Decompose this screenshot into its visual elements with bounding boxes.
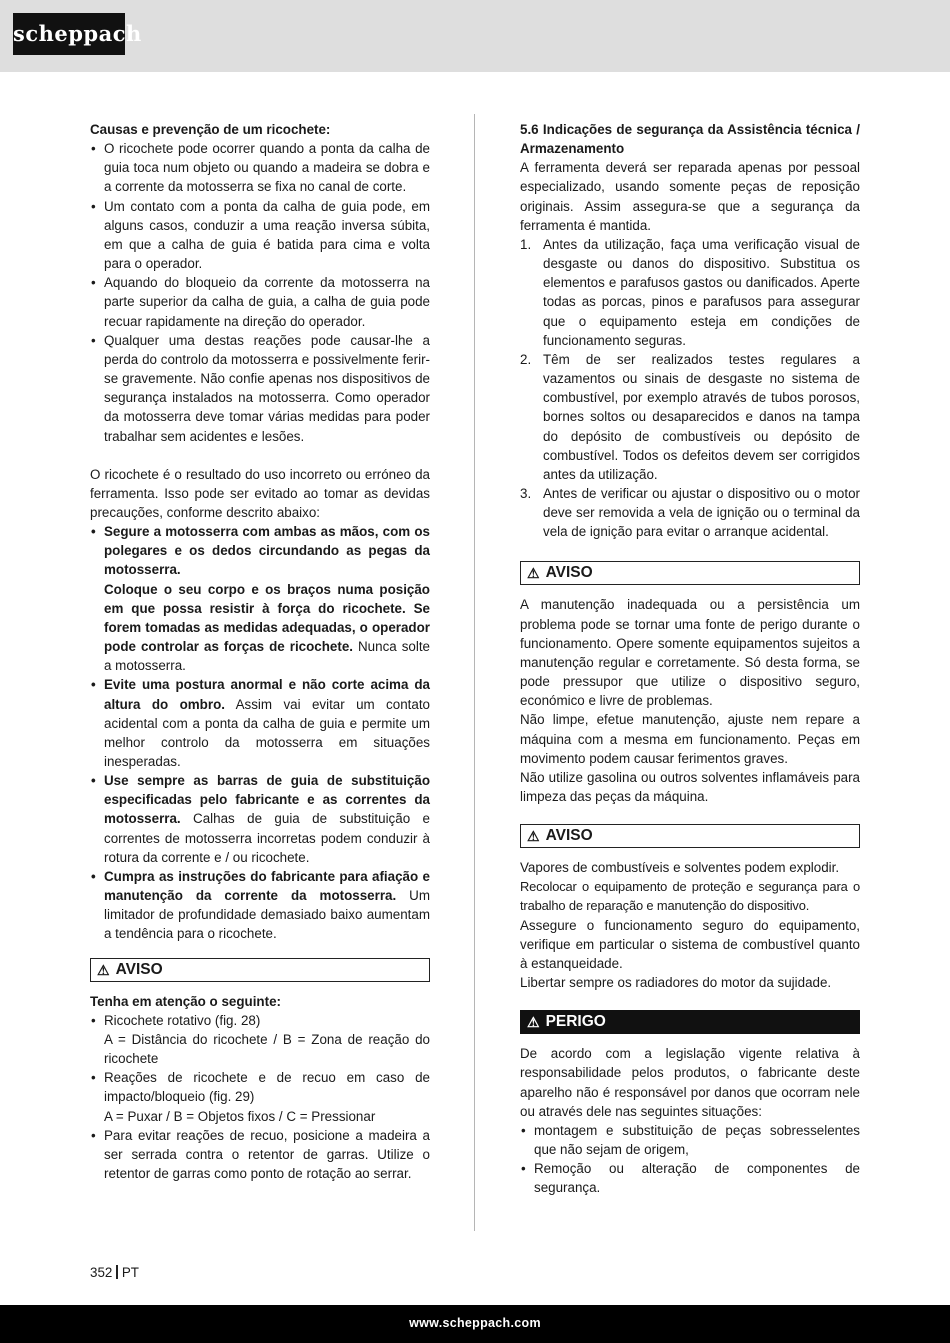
page-number (90, 1265, 139, 1280)
list-item: • O ricochete pode ocorrer quando a ponta da calha de guia toca num objeto ou quando a madeira se dobra e a corrente da motosserra se fixa no canal de corte. (90, 139, 430, 196)
paragraph: Recolocar o equipamento de proteção e segurança para o trabalho de reparação e manutenção do dispositivo. (520, 879, 860, 914)
rule-bold: Segure a motosserra com ambas as mãos, com os polegares e os dedos circundando as pegas da motosserra. (104, 524, 430, 578)
warning-label: AVISO (115, 960, 163, 978)
warning-box (520, 561, 860, 585)
rule-text: Assim vai evitar um contato acidental com a ponta da calha de guia e permite um melhor controlo da motosserra em situações inesperadas. (104, 696, 430, 769)
list-item (90, 1011, 430, 1068)
warning-triangle-icon: ⚠ (527, 828, 540, 845)
paragraph: A manutenção inadequada ou a persistência um problema pode se tornar uma fonte de perigo durante o funcionamento. Opere somente equipamentos sujeitos a manutenção regular e corretamente. Só desta forma, se pode pressupor que utilize o dispositivo seguro, económico e livre de problemas. (520, 597, 860, 709)
step-text: Antes de verificar ou ajustar o dispositivo ou o motor deve ser removida a vela de ignição ou o terminal da vela de ignição para evitar o arranque acidental. (543, 485, 860, 540)
list-item: • Aquando do bloqueio da corrente da motosserra na parte superior da calha de guia, a calha de guia pode recuar rapidamente na direção do operador. (90, 273, 430, 330)
step-text: Antes da utilização, faça uma verificação visual de desgaste ou danos do dispositivo. Substitua os elementos e parafusos gastos ou danificados. Aperte todas as porcas, pinos e parafusos para assegurar que o equipamento esteja em condições de funcionamento seguras. (543, 236, 860, 348)
step-number: 2. (520, 351, 532, 367)
section-heading: 5.6 Indicações de segurança da Assistência técnica / Armazenamento (520, 122, 860, 157)
list-item (90, 1126, 430, 1183)
footer-bar (0, 1305, 950, 1343)
page-number-value: 352 (90, 1265, 113, 1280)
kickback-causes-list (90, 139, 430, 446)
rule-text: Um limitador de profundidade demasiado baixo aumentam a tendência para o ricochete. (104, 888, 431, 942)
item-subtext: A = Distância do ricochete / B = Zona de reação do ricochete (104, 1031, 430, 1067)
attention-list (90, 1011, 430, 1183)
brand-logo: scheppach (13, 13, 125, 55)
warning-triangle-icon: ⚠ (527, 565, 540, 582)
step-number: 3. (520, 485, 532, 501)
attention-heading: Tenha em atenção o seguinte: (90, 993, 281, 1009)
rule-text: Nunca solte a motosserra. (104, 639, 430, 674)
separator (116, 1265, 118, 1279)
step-number: 1. (520, 236, 532, 252)
danger-list (520, 1121, 860, 1198)
warning-box (520, 824, 860, 848)
danger-box (520, 1010, 860, 1034)
precautions-list (90, 522, 430, 943)
rule-bold: Cumpra as instruções do fabricante para afiação e manutenção da corrente da motosserra. (104, 868, 430, 904)
paragraph: A ferramenta deverá ser reparada apenas por pessoal especializado, usando somente peças de reposição originais. Assim assegura-se que a segurança da ferramenta é mantida. (520, 160, 860, 233)
item-text: Ricochete rotativo (fig. 28) (104, 1012, 261, 1028)
paragraph: Assegure o funcionamento seguro do equipamento, verifique em particular o sistema de combustível quanto à estanqueidade. (520, 917, 860, 971)
website-link[interactable]: www.scheppach.com (409, 1316, 541, 1330)
section-heading: Causas e prevenção de um ricochete: (90, 122, 331, 137)
list-item (90, 867, 430, 944)
paragraph: Não utilize gasolina ou outros solventes inflamáveis para limpeza das peças da máquina. (520, 769, 860, 804)
list-item: • Qualquer uma destas reações pode causar-lhe a perda do controlo da motosserra e possivelmente ferir-se gravemente. Não confie apenas nos dispositivos de segurança instalados na motosserra. Como operador da motosserra deve tomar várias medidas para poder trabalhar sem acidentes e lesões. (90, 331, 430, 446)
step-text: Têm de ser realizados testes regulares a vazamentos ou sinais de desgaste no sistema de combustível, por exemplo através de tubos porosos, bornes soltos ou desaparecidos e danos na tampa do depósito de combustíveis ou depósito de combustível. Todos os defeitos devem ser corrigidos antes da utilização. (543, 351, 860, 482)
rule-bold: Evite uma postura anormal e não corte acima da altura do ombro. (104, 677, 430, 712)
danger-label: PERIGO (545, 1013, 606, 1031)
paragraph: O ricochete é o resultado do uso incorreto ou erróneo da ferramenta. Isso pode ser evitado ao tomar as devidas precauções, conforme descrito abaixo: (90, 466, 430, 520)
list-item (520, 484, 860, 541)
list-item: • Um contato com a ponta da calha de guia pode, em alguns casos, conduzir a uma reação inversa súbita, em que a calha de guia é batida para cima e volta para o operador. (90, 197, 430, 274)
paragraph: Vapores de combustíveis e solventes podem explodir. (520, 860, 840, 876)
warning-box (90, 958, 430, 982)
list-item (520, 350, 860, 484)
paragraph: De acordo com a legislação vigente relativa à responsabilidade pelos produtos, o fabricante deste aparelho não é responsável por danos que ocorram nele ou através dele nas seguintes situações: (520, 1046, 860, 1119)
language-code: PT (121, 1265, 139, 1280)
warning-triangle-icon: ⚠ (527, 1014, 540, 1031)
item-text: Reações de ricochete e de recuo em caso de impacto/bloqueio (fig. 29) (104, 1070, 430, 1105)
list-item: • Remoção ou alteração de componentes de segurança. (520, 1159, 860, 1197)
list-item (90, 1068, 430, 1125)
warning-triangle-icon: ⚠ (97, 961, 110, 978)
list-item (90, 522, 430, 675)
list-item (520, 235, 860, 350)
rule-text: Calhas de guia de substituição e correntes de motosserra incorretas podem conduzir à rotura da corrente e / ou ricochete. (104, 811, 430, 865)
item-text: Para evitar reações de recuo, posicione a madeira a ser serrada contra o retentor de garras. Utilize o retentor de garras como ponto de rotação ao serrar. (104, 1127, 430, 1181)
left-column (90, 120, 430, 1183)
list-item (90, 675, 430, 771)
right-column (520, 120, 860, 1198)
warning-label: AVISO (545, 564, 593, 582)
list-item: • montagem e substituição de peças sobresselentes que não sejam de origem, (520, 1121, 860, 1159)
maintenance-steps (520, 235, 860, 542)
item-subtext: A = Puxar / B = Objetos fixos / C = Pressionar (104, 1108, 376, 1124)
paragraph: Libertar sempre os radiadores do motor da sujidade. (520, 975, 832, 991)
column-divider (474, 114, 475, 1231)
header-bar (0, 0, 950, 72)
rule-bold: Coloque o seu corpo e os braços numa posição em que possa resistir à força do ricochete. Se forem tomadas as medidas adequadas, o operador pode controlar as forças de ricochete. (104, 581, 430, 655)
list-item (90, 771, 430, 867)
rule-bold: Use sempre as barras de guia de substituição especificadas pelo fabricante e as correntes da motosserra. (104, 773, 430, 827)
warning-label: AVISO (545, 827, 593, 845)
paragraph: Não limpe, efetue manutenção, ajuste nem repare a máquina com a mesma em funcionamento. Peças em movimento podem causar ferimentos graves. (520, 712, 860, 766)
